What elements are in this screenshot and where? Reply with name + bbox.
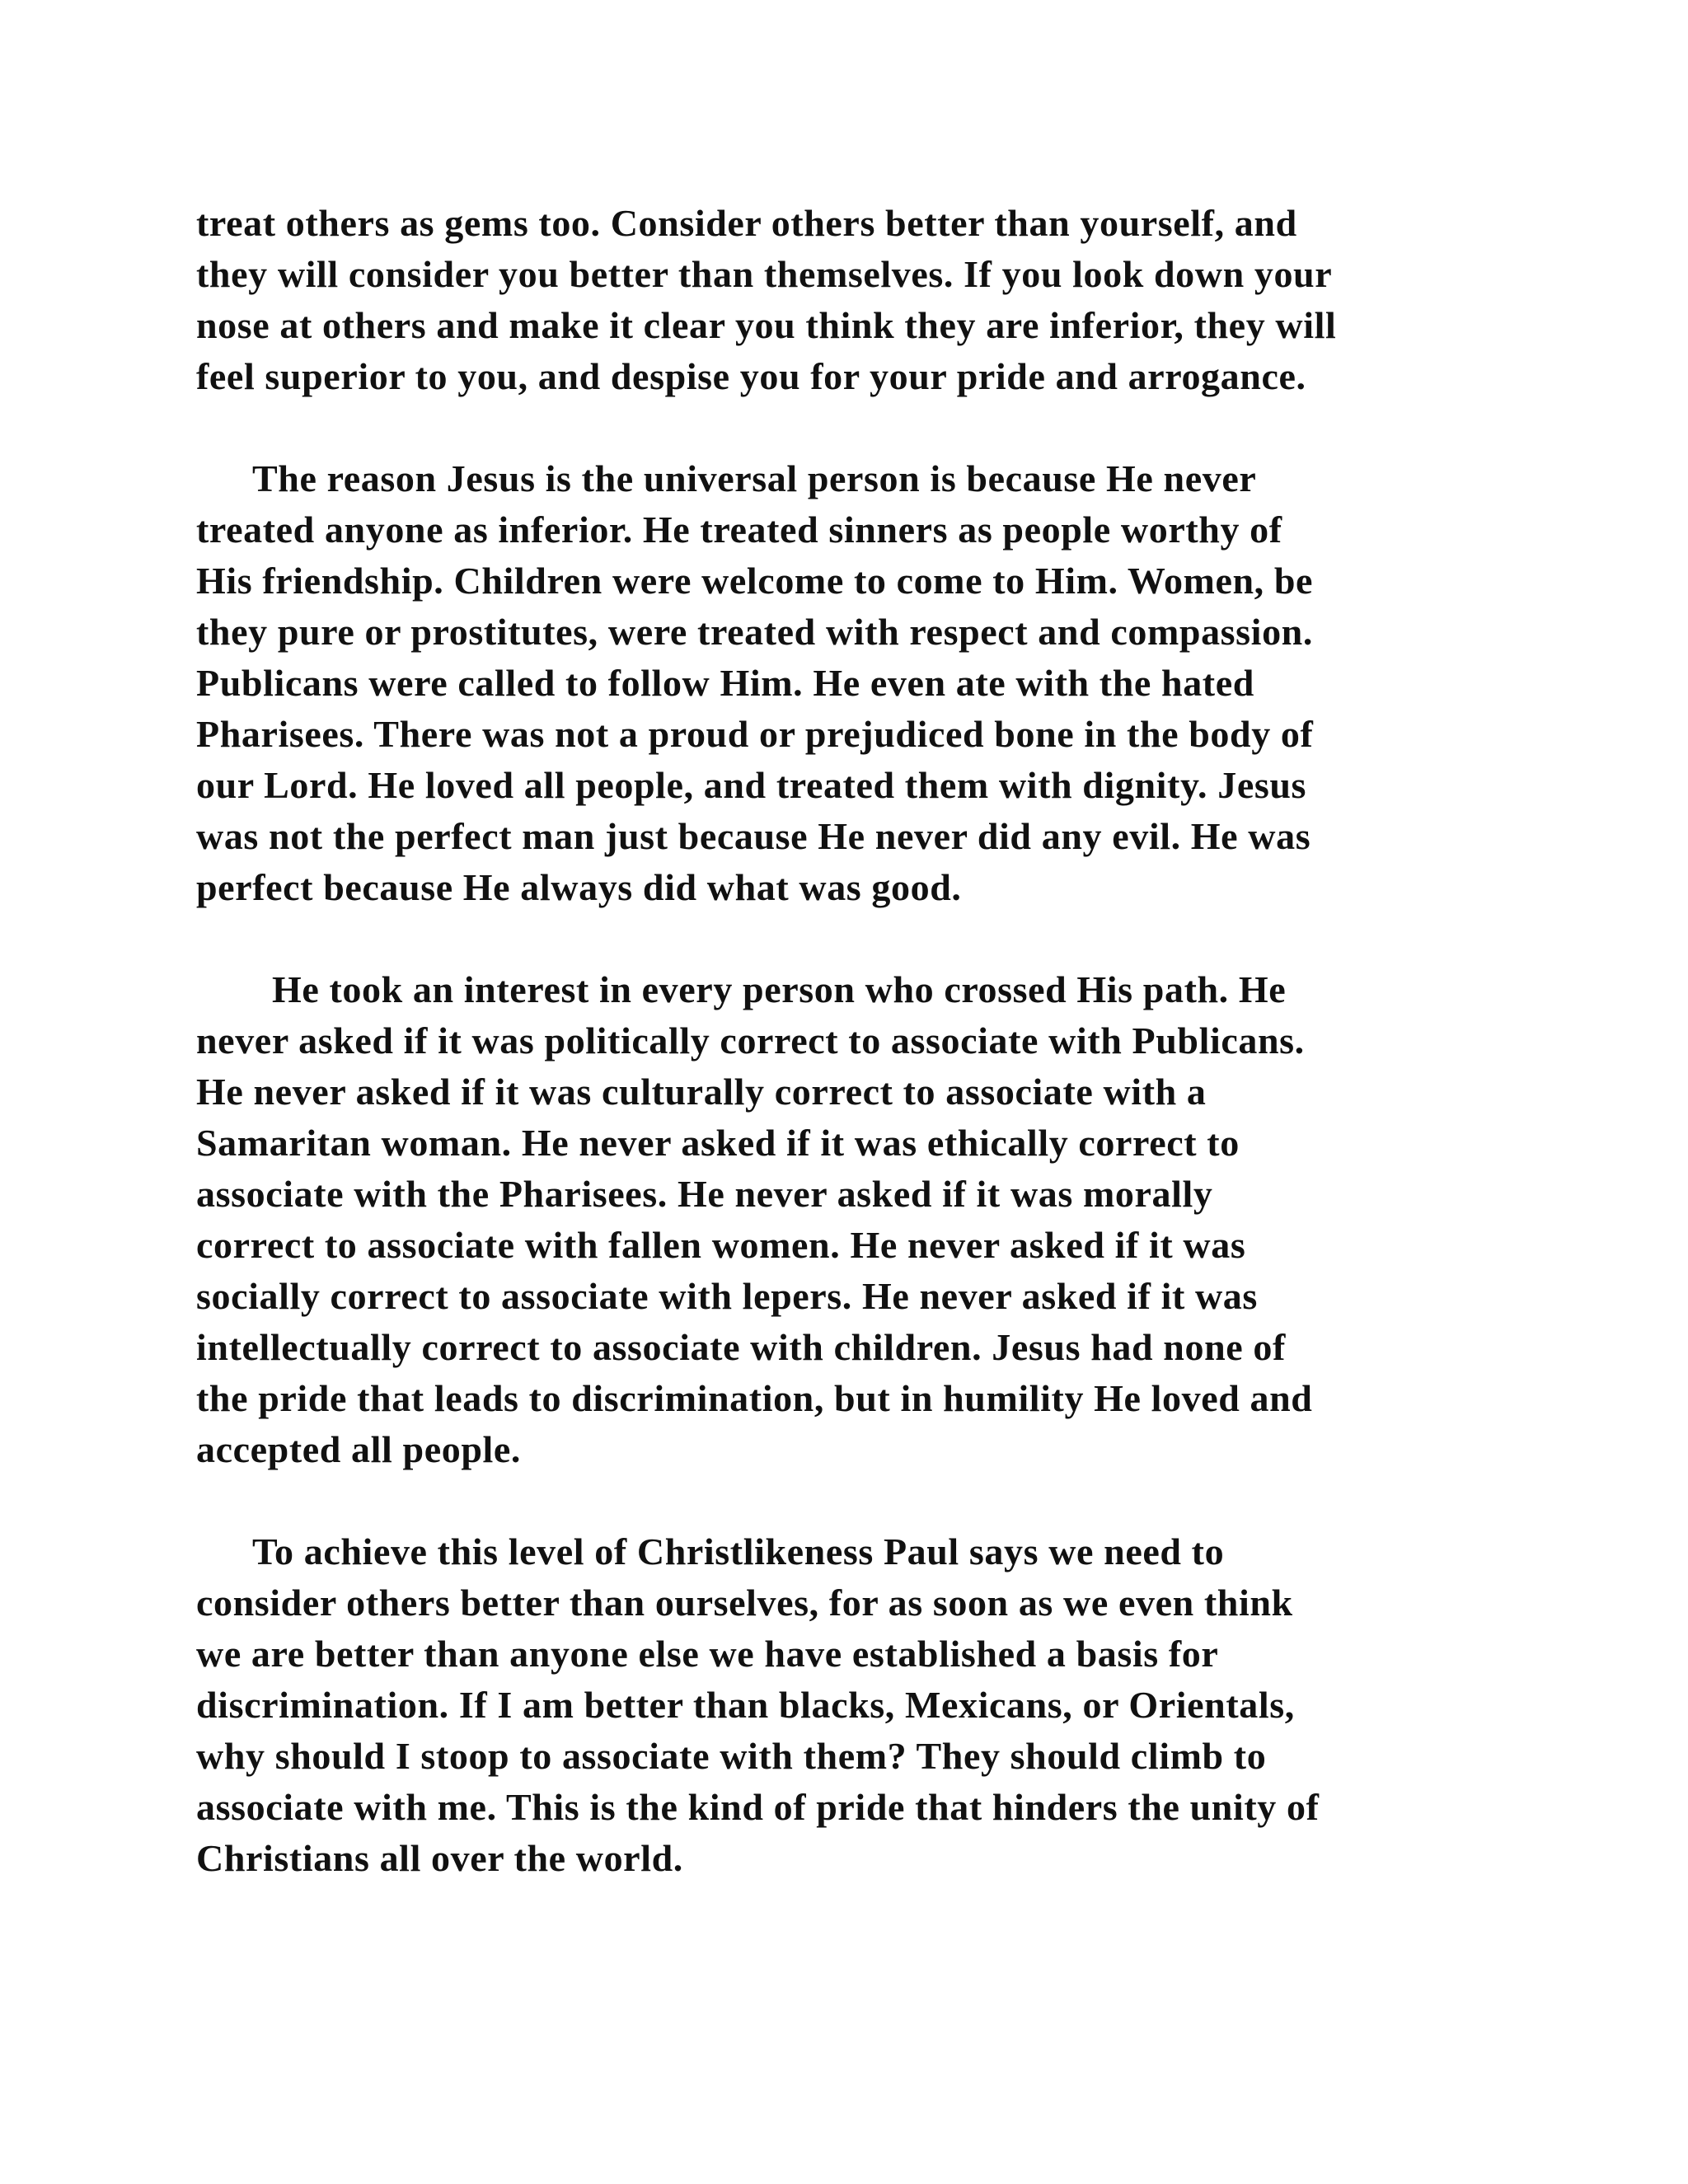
text-line: the pride that leads to discrimination, but in humility He loved and — [196, 1377, 1313, 1419]
text-line: Samaritan woman. He never asked if it was ethically correct to — [196, 1122, 1240, 1164]
body-text — [196, 198, 1531, 1935]
text-line: associate with me. This is the kind of pride that hinders the unity of — [196, 1786, 1320, 1828]
text-line: why should I stoop to associate with them? They should climb to — [196, 1735, 1267, 1777]
text-line: treat others as gems too. Consider others better than yourself, and — [196, 202, 1297, 244]
paragraph-4 — [196, 1526, 1531, 1884]
text-line: they pure or prostitutes, were treated with respect and compassion. — [196, 611, 1313, 653]
text-line: consider others better than ourselves, for as soon as we even think — [196, 1582, 1293, 1624]
text-line: feel superior to you, and despise you for your pride and arrogance. — [196, 355, 1306, 397]
text-line: was not the perfect man just because He never did any evil. He was — [196, 815, 1311, 857]
paragraph-1 — [196, 198, 1531, 402]
text-line: The reason Jesus is the universal person is because He never — [252, 457, 1257, 499]
text-line: treated anyone as inferior. He treated sinners as people worthy of — [196, 509, 1282, 551]
text-line: they will consider you better than themselves. If you look down your — [196, 253, 1333, 295]
text-line: our Lord. He loved all people, and treated them with dignity. Jesus — [196, 764, 1307, 806]
text-line: correct to associate with fallen women. He never asked if it was — [196, 1224, 1246, 1266]
text-line: To achieve this level of Christlikeness Paul says we need to — [252, 1530, 1225, 1572]
paragraph-2 — [196, 453, 1531, 913]
text-line: discrimination. If I am better than blacks, Mexicans, or Orientals, — [196, 1684, 1295, 1726]
text-line: perfect because He always did what was good. — [196, 866, 962, 908]
text-line: His friendship. Children were welcome to come to Him. Women, be — [196, 560, 1314, 602]
text-line: socially correct to associate with lepers. He never asked if it was — [196, 1275, 1258, 1317]
text-line: Christians all over the world. — [196, 1837, 683, 1879]
paragraph-3 — [196, 964, 1531, 1475]
text-line: intellectually correct to associate with children. Jesus had none of — [196, 1326, 1286, 1368]
text-line: accepted all people. — [196, 1428, 521, 1470]
text-line: He took an interest in every person who crossed His path. He — [272, 968, 1287, 1010]
text-line: Pharisees. There was not a proud or prejudiced bone in the body of — [196, 713, 1314, 755]
text-line: Publicans were called to follow Him. He even ate with the hated — [196, 662, 1254, 704]
text-line: nose at others and make it clear you think they are inferior, they will — [196, 304, 1337, 346]
text-line: we are better than anyone else we have established a basis for — [196, 1633, 1219, 1675]
text-line: never asked if it was politically correct to associate with Publicans. — [196, 1019, 1305, 1062]
text-line: associate with the Pharisees. He never asked if it was morally — [196, 1173, 1213, 1215]
text-line: He never asked if it was culturally correct to associate with a — [196, 1071, 1207, 1113]
